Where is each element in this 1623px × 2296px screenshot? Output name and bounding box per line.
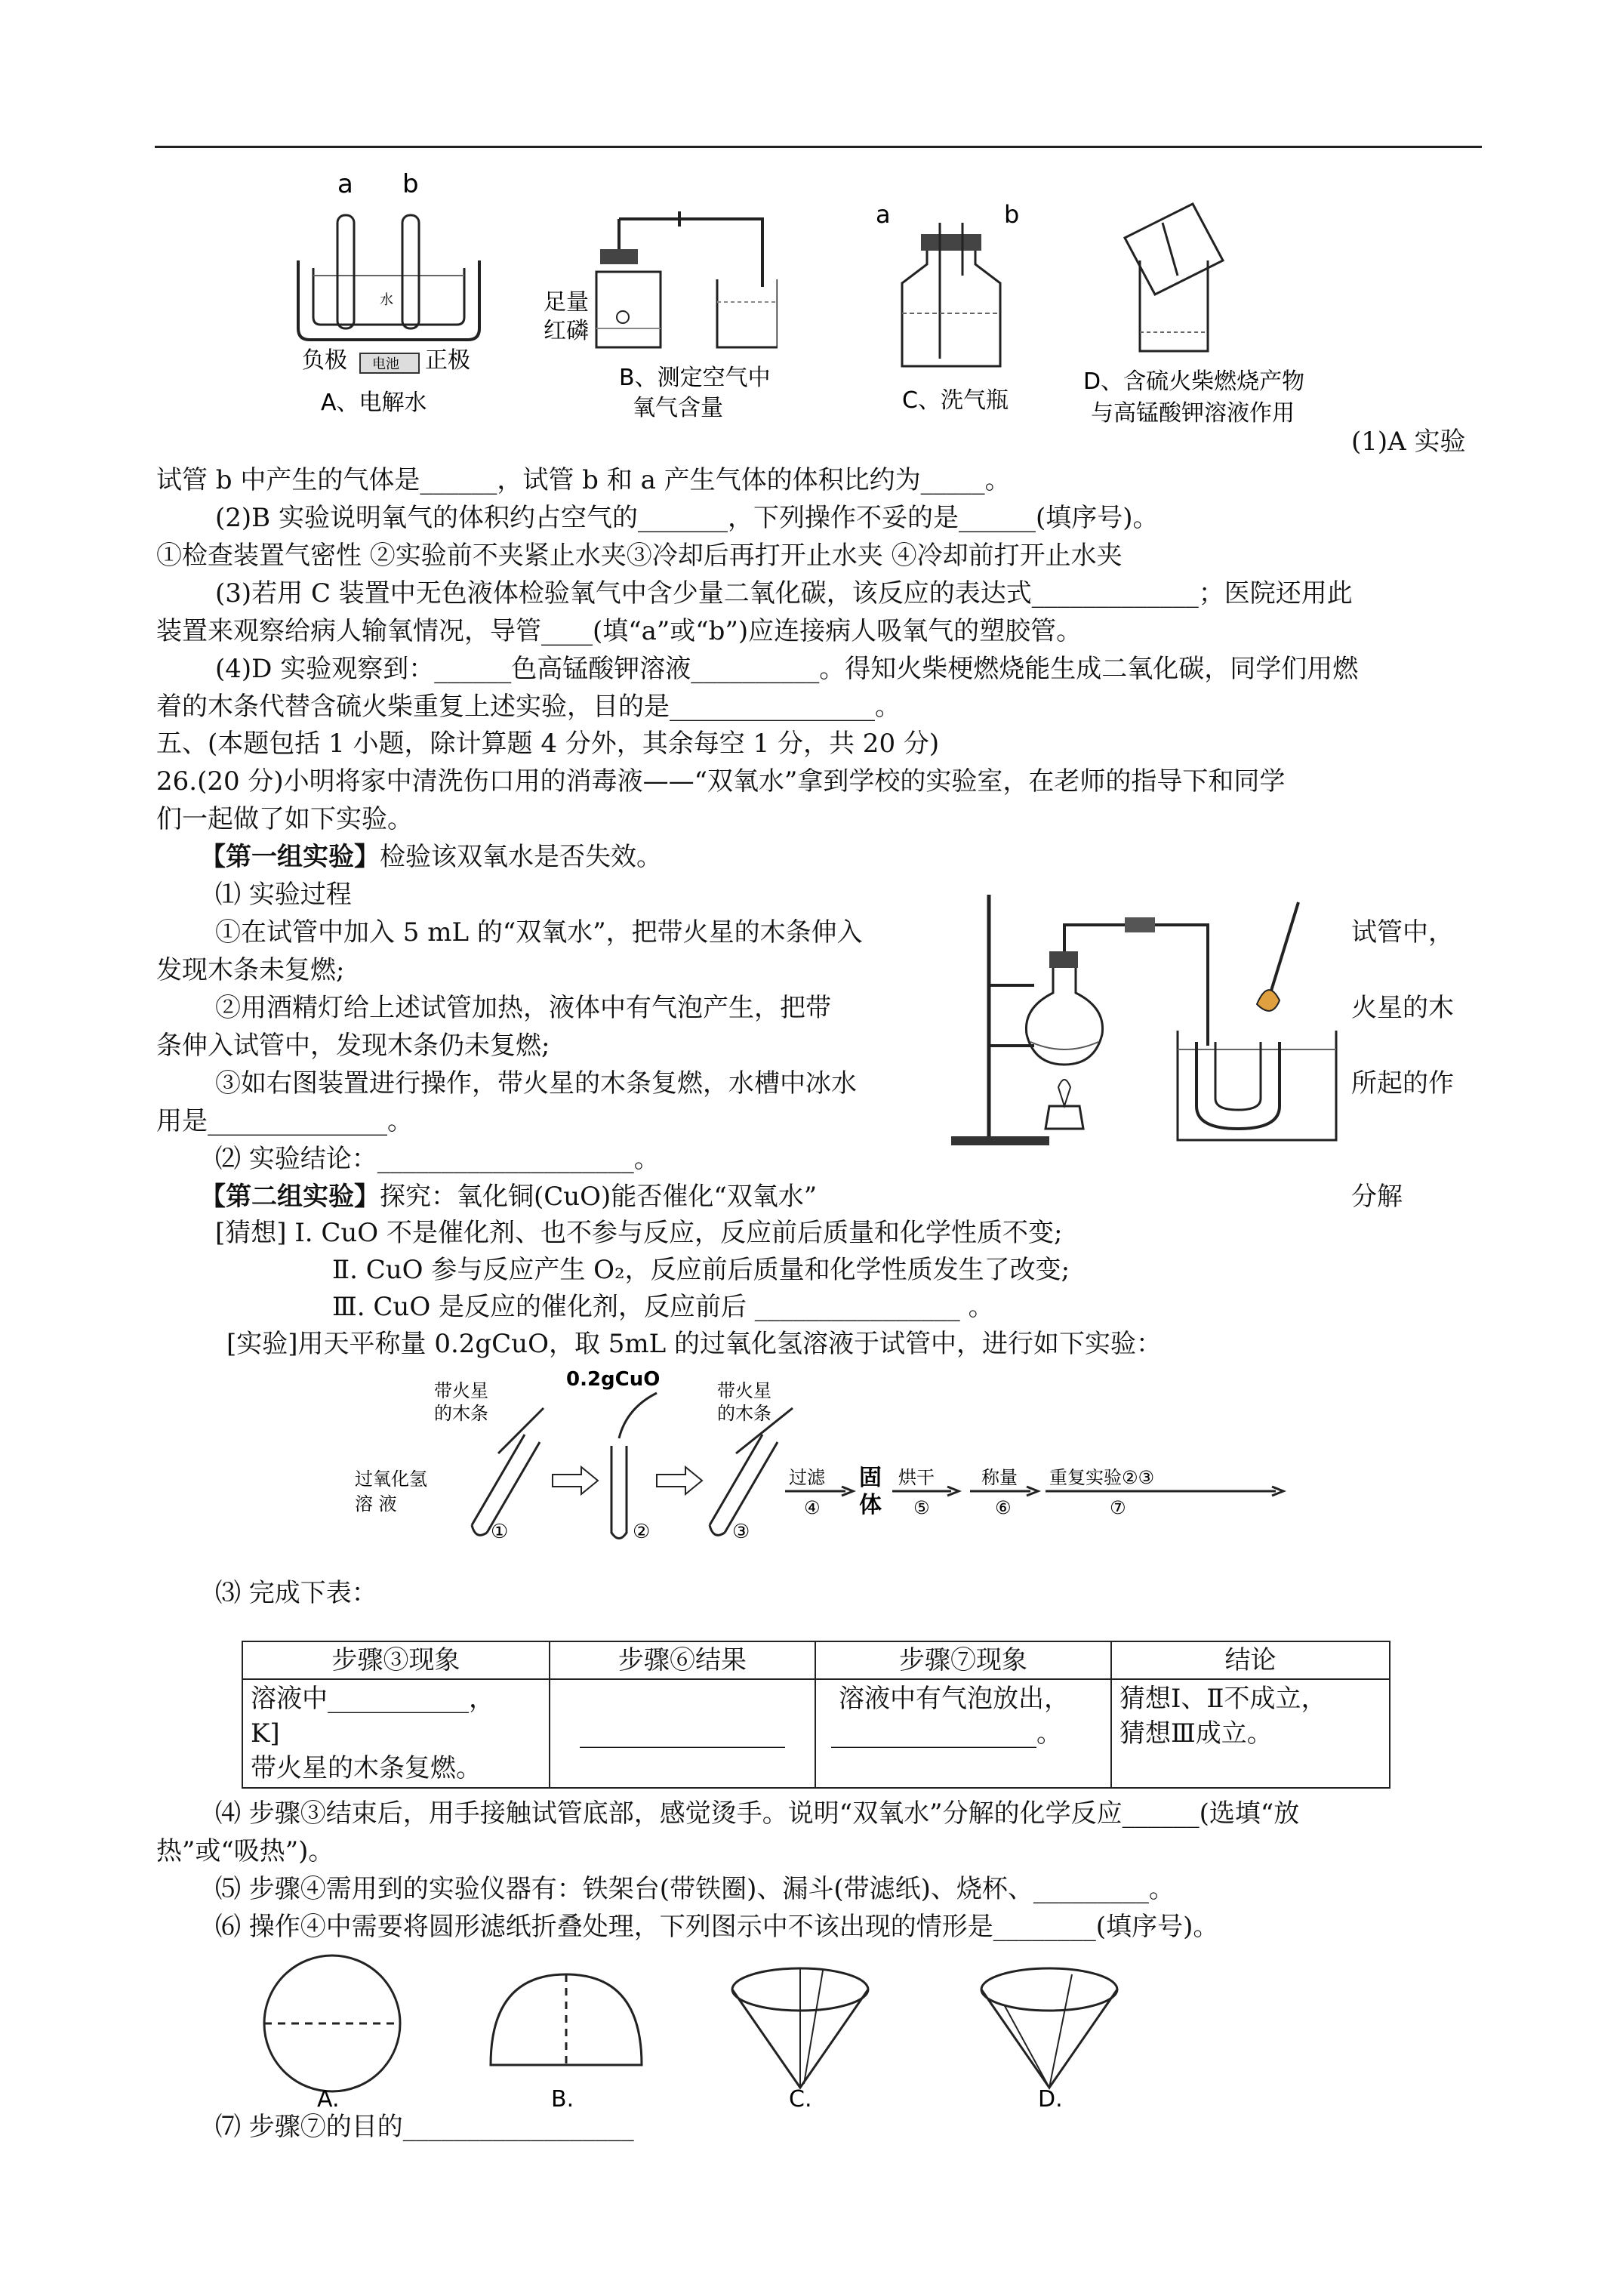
step3-line-c: 用是______________。 (156, 1106, 413, 1136)
step-2-number: ② (633, 1521, 651, 1543)
label-a: a (337, 170, 353, 199)
table-cell-conclusion (1111, 1679, 1390, 1788)
group1-heading (200, 840, 662, 874)
stick-1-label-b: 的木条 (434, 1403, 488, 1424)
label-c-b: b (1004, 200, 1020, 229)
conclusion-line: ⑵ 实验结论：____________________。 (215, 1144, 660, 1174)
filter-number: ④ (804, 1497, 821, 1518)
hypothesis-3: Ⅲ. CuO 是反应的催化剂，反应前后 ________________ 。 (332, 1292, 994, 1322)
hypothesis-1: [猜想] Ⅰ. CuO 不是催化剂、也不参与反应，反应前后质量和化学性质不变; (215, 1218, 1063, 1248)
step2-line-b: 火星的木 (1351, 993, 1454, 1023)
table-header: 步骤⑦现象 (815, 1641, 1111, 1679)
phosphorus-label-1: 足量 (544, 289, 589, 316)
dry-number: ⑤ (913, 1497, 930, 1518)
figure-c-washing-bottle (868, 193, 1049, 419)
group2-heading-end: 分解 (1351, 1182, 1403, 1212)
pos-label: 正极 (425, 347, 470, 374)
q-heat-line-2: 热”或“吸热”)。 (156, 1836, 334, 1866)
dry-label: 烘干 (898, 1467, 935, 1488)
q2-options: ①检查装置气密性 ②实验前不夹紧止水夹③冷却后再打开止水夹 ④冷却前打开止水夹 (156, 541, 1123, 571)
filter-label: 过滤 (789, 1467, 825, 1488)
figure-filter-papers (249, 1952, 1155, 2114)
cell-text: 溶液中有气泡放出， (839, 1684, 1070, 1714)
hypothesis-2: Ⅱ. CuO 参与反应产生 O₂，反应前后质量和化学性质发生了改变; (332, 1255, 1070, 1285)
q26-intro-2: 们一起做了如下实验。 (156, 804, 413, 834)
group2-title: 【第二组实验】 (200, 1182, 380, 1212)
q3-line-2: 装置来观察给病人输氧情况，导管____(填“a”或“b”)应连接病人吸氧气的塑胶管。 (156, 616, 1083, 646)
step-1-number: ① (491, 1521, 509, 1543)
section-five-heading: 五、(本题包括 1 小题，除计算题 4 分外，其余每空 1 分，共 20 分) (156, 729, 940, 759)
cell-text: K] (251, 1718, 280, 1749)
step2-line-a: ②用酒精灯给上述试管加热，液体中有气泡产生，把带 (215, 993, 831, 1023)
step1-line-b: 试管中， (1351, 917, 1454, 948)
label-b: b (402, 170, 419, 199)
step1-line-c: 发现木条未复燃; (156, 955, 345, 985)
solution-label-1: 过氧化氢 (355, 1469, 427, 1490)
weigh-number: ⑥ (995, 1497, 1012, 1518)
q3-line-1: (3)若用 C 装置中无色液体检验氧气中含少量二氧化碳，该反应的表达式_____________；医院还用此 (215, 578, 1353, 609)
q-purpose-line: ⑺ 步骤⑦的目的__________________ (215, 2112, 634, 2142)
table-header: 步骤③现象 (242, 1641, 550, 1679)
cell-text: 猜想Ⅲ成立。 (1119, 1718, 1273, 1749)
weigh-label: 称量 (981, 1467, 1018, 1488)
stick-2-label-a: 带火星 (717, 1380, 771, 1401)
process-heading: ⑴ 实验过程 (215, 880, 352, 910)
q-heat-line-1: ⑷ 步骤③结束后，用手接触试管底部，感觉烫手。说明“双氧水”分解的化学反应______(选填“放 (215, 1798, 1300, 1829)
figure-process (355, 1363, 1298, 1559)
figure-heating-apparatus (936, 887, 1344, 1151)
results-table (242, 1641, 1390, 1789)
caption-b-2: 氧气含量 (633, 395, 723, 421)
cuo-label: 0.2gCuO (566, 1368, 661, 1391)
cell-text: 猜想Ⅰ、Ⅱ不成立， (1119, 1684, 1327, 1714)
stick-1-label-a: 带火星 (434, 1380, 488, 1401)
table-header-row (242, 1641, 1390, 1679)
label-c-a: a (876, 200, 891, 229)
phosphorus-label-2: 红磷 (544, 318, 589, 344)
q-filter-line: ⑹ 操作④中需要将圆形滤纸折叠处理，下列图示中不该出现的情形是________(填序号)。 (215, 1912, 1219, 1942)
step3-line-b: 所起的作 (1351, 1068, 1454, 1099)
filter-option-d: D. (1038, 2086, 1063, 2113)
table-row (242, 1679, 1390, 1788)
q4-line-2: 着的木条代替含硫火柴重复上述实验，目的是________________。 (156, 692, 901, 722)
caption-d-1: D、含硫火柴燃烧产物 (1083, 368, 1305, 395)
q4-line-1: (4)D 实验观察到：______色高锰酸钾溶液__________。得知火柴梗燃烧能生成二氧化碳，同学们用燃 (215, 654, 1359, 684)
step3-line-a: ③如右图装置进行操作，带火星的木条复燃，水槽中冰水 (215, 1068, 857, 1099)
q1-line: 试管 b 中产生的气体是______，试管 b 和 a 产生气体的体积比约为_____。 (156, 465, 1011, 495)
stick-2-label-b: 的木条 (717, 1403, 771, 1424)
header-rule (155, 146, 1482, 148)
filter-option-b: B. (551, 2086, 574, 2113)
filter-option-a: A. (317, 2086, 340, 2113)
caption-c: C、洗气瓶 (902, 387, 1009, 414)
step2-line-c: 条伸入试管中，发现木条仍未复燃; (156, 1031, 550, 1061)
table-cell-step3 (242, 1679, 550, 1788)
caption-a: A、电解水 (321, 390, 427, 416)
group1-task: 检验该双氧水是否失效。 (380, 842, 662, 872)
table-cell-step7 (815, 1679, 1111, 1788)
q26-intro-1: 26.(20 分)小明将家中清洗伤口用的消毒液——“双氧水”拿到学校的实验室，在老师的指导下和同学 (156, 766, 1286, 797)
filter-option-c: C. (789, 2086, 812, 2113)
table-header: 步骤⑥结果 (550, 1641, 815, 1679)
table-cell-step6 (550, 1679, 815, 1788)
q1-prefix: (1)A 实验 (1351, 427, 1466, 457)
table-header: 结论 (1111, 1641, 1390, 1679)
q-instrument-line: ⑸ 步骤④需用到的实验仪器有：铁架台(带铁圈)、漏斗(带滤纸)、烧杯、_________。 (215, 1874, 1175, 1904)
experiment-line: [实验]用天平称量 0.2gCuO，取 5mL 的过氧化氢溶液于试管中，进行如下实验： (226, 1329, 1163, 1359)
solution-label-2: 溶 液 (355, 1493, 397, 1515)
figure-d-sulfur-match (1072, 193, 1329, 434)
figure-a-electrolysis (291, 170, 487, 419)
repeat-number: ⑦ (1110, 1497, 1126, 1518)
water-label: 水 (380, 292, 393, 308)
cell-text: ________________。 (831, 1718, 1062, 1749)
step1-line-a: ①在试管中加入 5 mL 的“双氧水”，把带火星的木条伸入 (215, 917, 863, 948)
caption-d-2: 与高锰酸钾溶液作用 (1091, 400, 1295, 427)
neg-label: 负极 (302, 347, 347, 374)
cell-text: 带火星的木条复燃。 (251, 1753, 482, 1783)
step-3-number: ③ (732, 1521, 750, 1543)
group2-task: 探究：氧化铜(CuO)能否催化“双氧水” (380, 1182, 818, 1212)
group2-heading (200, 1180, 817, 1213)
q2-line: (2)B 实验说明氧气的体积约占空气的_______，下列操作不妥的是______(填序号)。 (215, 503, 1159, 533)
battery-label: 电池 (372, 356, 399, 372)
cell-text: 溶液中___________， (251, 1684, 494, 1714)
figure-b-phosphorus (528, 204, 778, 430)
solid-label-1: 固 (859, 1465, 882, 1491)
cell-text: ________________ (580, 1718, 785, 1749)
repeat-label: 重复实验②③ (1049, 1467, 1155, 1488)
table-instruction: ⑶ 完成下表： (215, 1578, 377, 1608)
solid-label-2: 体 (859, 1492, 882, 1518)
group1-title: 【第一组实验】 (200, 842, 380, 872)
caption-b-1: B、测定空气中 (619, 365, 771, 391)
